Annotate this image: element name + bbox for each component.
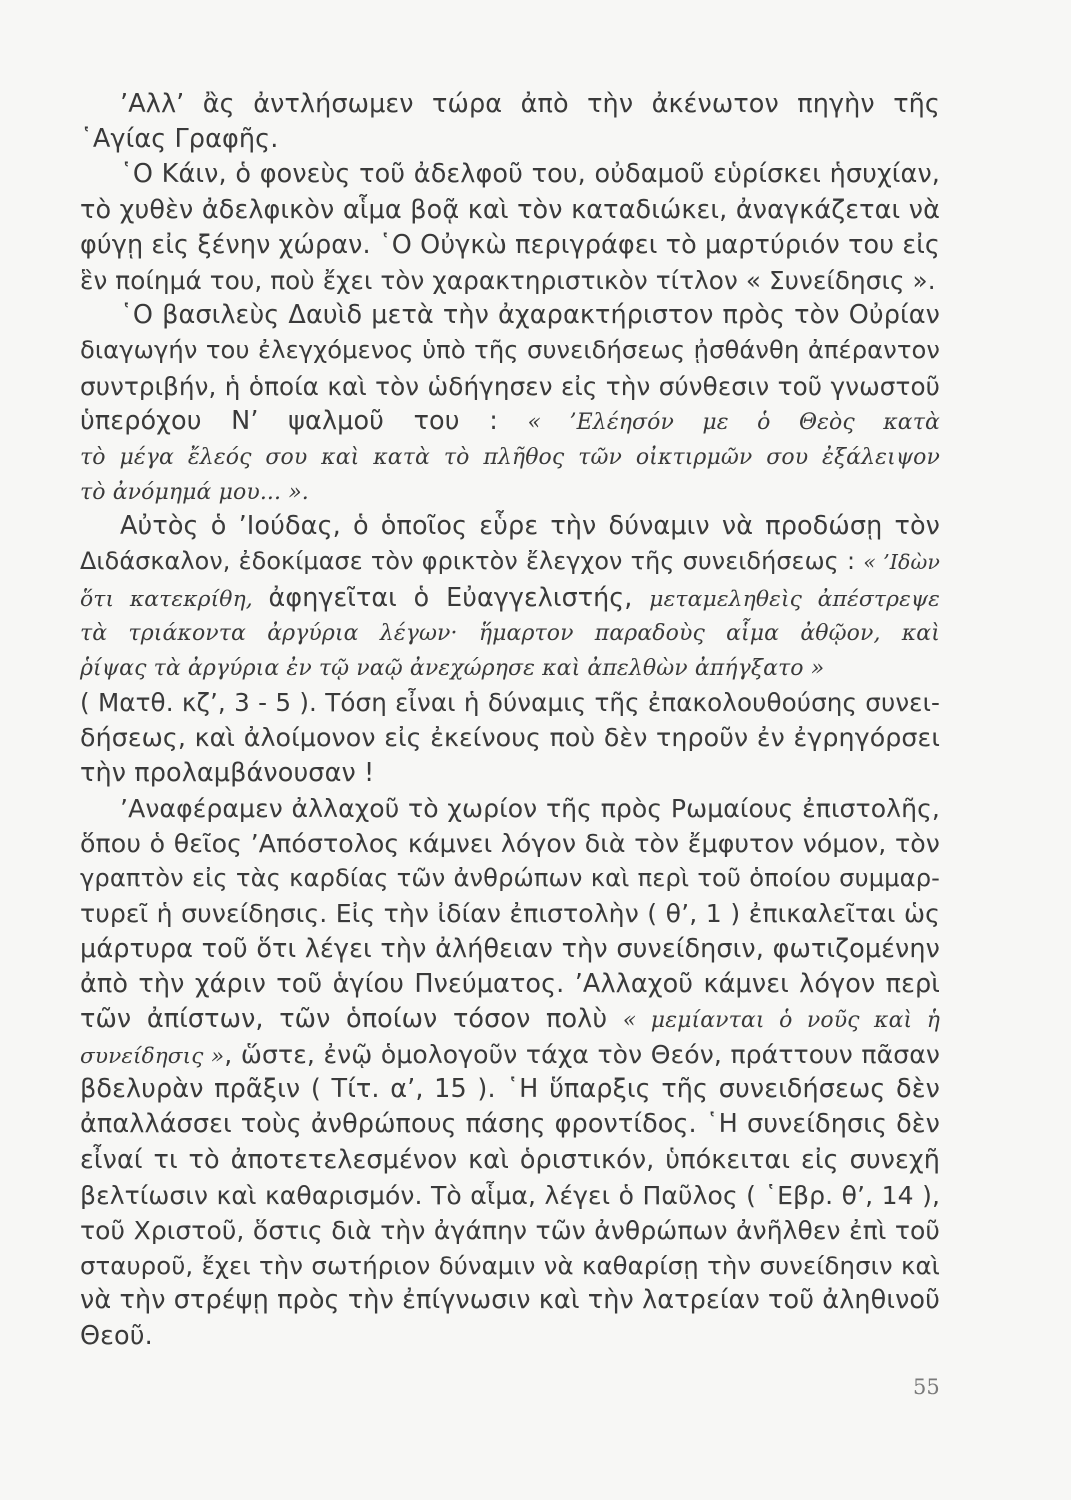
- text-line: [80, 122, 940, 157]
- text-run: ἀφηγεῖται ὁ Εὐαγγελιστής,: [268, 581, 650, 612]
- text-run: βελτίωσιν καὶ καθαρισμόν. Τὸ αἷμα, λέγει ὁ Παῦλος ( ῾Εβρ. θ’, 14 ),: [80, 1180, 940, 1210]
- text-line: [80, 685, 940, 720]
- text-run: ἓν ποίημά του, ποὺ ἔχει τὸν χαρακτηριστικὸν τίτλον « Συνείδησις ».: [80, 265, 936, 295]
- italic-quotation: τὰ τριάκοντα ἀργύρια λέγων· ἥμαρτον παραδοὺς αἷμα ἀθῷον, καὶ: [80, 620, 940, 646]
- text-line: [80, 1213, 940, 1248]
- text-line: [80, 615, 940, 650]
- text-line: [80, 1178, 940, 1213]
- text-run: , ὥστε, ἐνῷ ὁμολογοῦν τάχα τὸν Θεόν, πράττουν πᾶσαν: [224, 1040, 940, 1070]
- italic-quotation: ῥίψας τὰ ἀργύρια ἐν τῷ ναῷ ἀνεχώρησε καὶ ἀπελθὼν ἀπήγξατο »: [80, 656, 825, 681]
- text-run: συντριβήν, ἡ ὁποία καὶ τὸν ὡδήγησεν εἰς τὴν σύνθεσιν τοῦ γνωστοῦ: [80, 371, 940, 401]
- text-run: σταυροῦ, ἔχει τὴν σωτήριον δύναμιν νὰ καθαρίσῃ τὴν συνείδησιν καὶ: [80, 1251, 940, 1281]
- text-run: ῾Ο βασιλεὺς Δαυὶδ μετὰ τὴν ἀχαρακτήριστον πρὸς τὸν Οὐρίαν: [120, 300, 940, 331]
- text-run: Θεοῦ.: [80, 1320, 153, 1351]
- italic-quotation: συνείδησις »: [80, 1044, 225, 1070]
- text-line: [80, 193, 940, 228]
- text-line: [80, 1002, 940, 1037]
- text-run: γραπτὸν εἰς τὰς καρδίας τῶν ἀνθρώπων καὶ περὶ τοῦ ὁποίου συμμαρ-: [80, 864, 940, 893]
- italic-quotation: « ’Ελέησόν με ὁ Θεὸς κατὰ: [527, 409, 940, 435]
- text-line: [80, 1107, 940, 1142]
- text-run: ’Αναφέραμεν ἀλλαχοῦ τὸ χωρίον τῆς πρὸς Ρωμαίους ἐπιστολῆς,: [120, 793, 940, 823]
- text-line: [80, 87, 940, 122]
- text-run: φύγῃ εἰς ξένην χώραν. ῾Ο Οὐγκὼ περιγράφει τὸ μαρτύριόν του εἰς: [80, 229, 940, 260]
- text-line: [80, 791, 940, 826]
- italic-quotation: τὸ μέγα ἔλεός σου καὶ κατὰ τὸ πλῆθος τῶν οἰκτιρμῶν σου ἐξάλειψον: [80, 444, 940, 470]
- text-line: [80, 1143, 940, 1178]
- text-run: ἀπαλλάσσει τοὺς ἀνθρώπους πάσης φροντίδος. ῾Η συνείδησις δὲν: [80, 1109, 940, 1140]
- text-run: ’Αλλ’ ἂς ἀντλήσωμεν τώρα ἀπὸ τὴν ἀκένωτον πηγὴν τῆς: [120, 89, 940, 119]
- text-line: [80, 544, 940, 579]
- text-run: Αὐτὸς ὁ ’Ιούδας, ὁ ὁποῖος εὗρε τὴν δύναμιν νὰ προδώσῃ τὸν: [120, 511, 940, 542]
- text-line: [80, 333, 940, 368]
- text-line: [80, 1319, 940, 1354]
- text-run: τοῦ Χριστοῦ, ὅστις διὰ τὴν ἀγάπην τῶν ἀνθρώπων ἀνῆλθεν ἐπὶ τοῦ: [80, 1216, 940, 1245]
- text-run: ὑπερόχου Ν’ ψαλμοῦ του :: [80, 405, 528, 436]
- text-line: [80, 263, 940, 298]
- text-run: εἶναί τι τὸ ἀποτετελεσμένον καὶ ὁριστικόν, ὑπόκειται εἰς συνεχῆ: [80, 1144, 940, 1175]
- text-line: [80, 1283, 940, 1318]
- text-line: [80, 720, 940, 755]
- text-run: νὰ τὴν στρέψῃ πρὸς τὴν ἐπίγνωσιν καὶ τὴν λατρείαν τοῦ ἀληθινοῦ: [80, 1285, 940, 1316]
- text-line: [80, 369, 940, 404]
- italic-quotation: « ’Ιδὼν: [863, 550, 940, 575]
- text-line: [80, 1037, 940, 1072]
- text-line: [80, 650, 940, 685]
- text-run: ἀπὸ τὴν χάριν τοῦ ἁγίου Πνεύματος. ’Αλλαχοῦ κάμνει λόγον περὶ: [80, 968, 940, 999]
- text-line: [80, 228, 940, 263]
- italic-quotation: ὅτι κατεκρίθη,: [80, 586, 269, 612]
- text-line: [80, 826, 940, 861]
- page-number: 55: [913, 1375, 940, 1399]
- text-line: [80, 439, 940, 474]
- text-run: τὴν προλαμβάνουσαν !: [80, 757, 375, 788]
- text-run: διαγωγήν του ἐλεγχόμενος ὑπὸ τῆς συνειδήσεως ᾐσθάνθη ἀπέραντον: [80, 336, 940, 365]
- text-run: ( Ματθ. κζ’, 3 - 5 ). Τόση εἶναι ἡ δύναμις τῆς ἐπακολουθούσης συνει-: [80, 688, 940, 718]
- text-run: τῶν ἀπίστων, τῶν ὁποίων τόσον πολὺ: [80, 1003, 623, 1034]
- text-line: [80, 474, 940, 509]
- text-run: ῾Αγίας Γραφῆς.: [80, 124, 279, 155]
- italic-quotation: μεταμεληθεὶς ἀπέστρεψε: [649, 586, 940, 612]
- text-line: [80, 404, 940, 439]
- text-run: ῾Ο Κάιν, ὁ φονεὺς τοῦ ἀδελφοῦ του, οὐδαμοῦ εὑρίσκει ἡσυχίαν,: [120, 159, 940, 190]
- text-line: [80, 861, 940, 896]
- text-line: [80, 580, 940, 615]
- text-run: τυρεῖ ἡ συνείδησις. Εἰς τὴν ἰδίαν ἐπιστολὴν ( θ’, 1 ) ἐπικαλεῖται ὡς: [80, 899, 940, 929]
- text-run: Διδάσκαλον, ἐδοκίμασε τὸν φρικτὸν ἔλεγχον τῆς συνειδήσεως :: [80, 547, 864, 576]
- text-line: [80, 896, 940, 931]
- text-run: μάρτυρα τοῦ ὅτι λέγει τὴν ἀλήθειαν τὴν συνείδησιν, φωτιζομένην: [80, 933, 940, 964]
- text-line: [80, 932, 940, 967]
- text-line: [80, 509, 940, 544]
- text-run: ὅπου ὁ θεῖος ’Απόστολος κάμνει λόγον διὰ τὸν ἔμφυτον νόμον, τὸν: [80, 828, 940, 858]
- text-line: [80, 157, 940, 192]
- text-line: [80, 967, 940, 1002]
- text-run: βδελυρὰν πρᾶξιν ( Τίτ. α’, 15 ). ῾Η ὕπαρξις τῆς συνειδήσεως δὲν: [80, 1074, 940, 1105]
- text-line: [80, 1248, 940, 1283]
- italic-quotation: τὸ ἀνόμημά μου... ».: [80, 480, 309, 506]
- text-line: [80, 298, 940, 333]
- text-line: [80, 1072, 940, 1107]
- text-run: τὸ χυθὲν ἀδελφικὸν αἷμα βοᾷ καὶ τὸν καταδιώκει, ἀναγκάζεται νὰ: [80, 194, 940, 225]
- text-run: δήσεως, καὶ ἀλοίμονον εἰς ἐκείνους ποὺ δὲν τηροῦν ἐν ἐγρηγόρσει: [80, 723, 940, 753]
- text-line: [80, 756, 940, 791]
- italic-quotation: « μεμίανται ὁ νοῦς καὶ ἡ: [622, 1007, 940, 1033]
- body-text: [80, 87, 940, 1354]
